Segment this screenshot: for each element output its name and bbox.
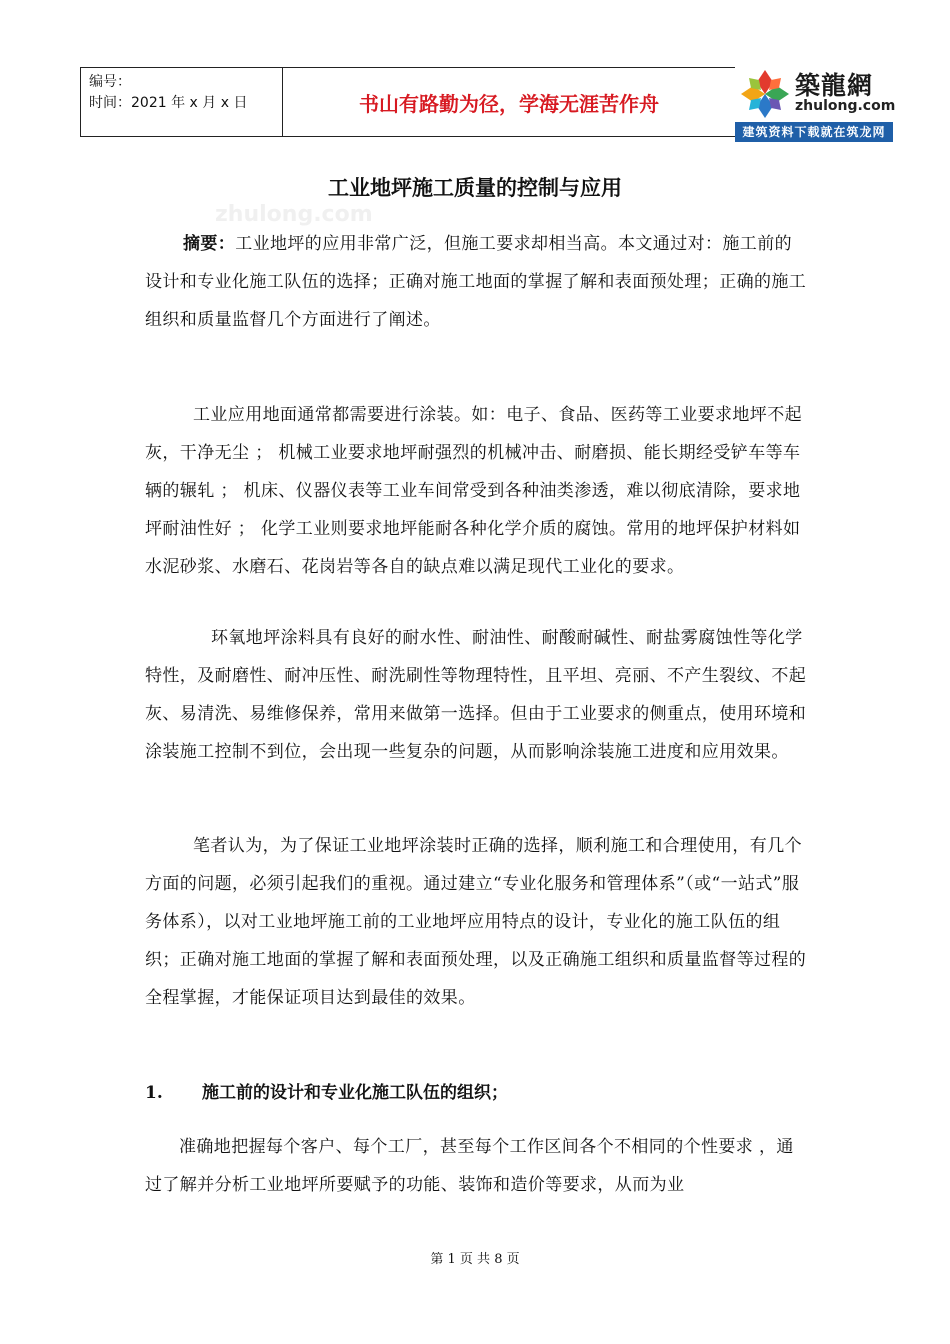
abstract [145,225,807,339]
logo-domain: zhulong.com [795,98,896,114]
section-number: 1. [145,1083,163,1103]
abstract-label: 摘要： [183,234,236,254]
header-motto: 书山有路勤为径，学海无涯苦作舟 [282,68,736,136]
logo-chinese: 築龍網 [795,71,874,100]
number-label: 编号： [89,74,131,90]
watermark: zhulong.com [215,202,373,227]
section-title: 施工前的设计和专业化施工队伍的组织； [202,1083,508,1103]
time-label: 时间：2021 年 x 月 x 日 [89,95,248,111]
zhulong-logo [735,64,896,143]
section-paragraph: 准确地把握每个客户、每个工厂，甚至每个工作区间各个不相同的个性要求 ，通过了解并分析工业地坪所要赋予的功能、装饰和造价等要求，从而为业 [145,1137,794,1195]
header-meta [80,68,282,136]
abstract-text: 工业地坪的应用非常广泛，但施工要求却相当高。本文通过对：施工前的设计和专业化施工队伍的选择；正确对施工地面的掌握了解和表面预处理；正确的施工组织和质量监督几个方面进行了阐述。 [145,234,807,330]
document-title: 工业地坪施工质量的控制与应用 [328,175,622,200]
page-footer: 第 1 页 共 8 页 [430,1252,520,1267]
logo-mark-icon [739,68,791,120]
section-heading [145,1078,508,1103]
paragraph-2: 环氧地坪涂料具有良好的耐水性、耐油性、耐酸耐碱性、耐盐雾腐蚀性等化学特性，及耐磨性、耐冲压性、耐洗刷性等物理特性，且平坦、亮丽、不产生裂纹、不起灰、易清洗、易维修保养，常用来做第一选择。但由于工业要求的侧重点，使用环境和涂装施工控制不到位，会出现一些复杂的问题，从而影响涂装施工进度和应用效果。 [145,628,807,762]
logo-slogan: 建筑资料下载就在筑龙网 [735,122,893,142]
paragraph-3: 笔者认为，为了保证工业地坪涂装时正确的选择，顺利施工和合理使用，有几个方面的问题，必须引起我们的重视。通过建立“专业化服务和管理体系”（或“一站式”服务体系），以对工业地坪施工前的工业地坪应用特点的设计，专业化的施工队伍的组织；正确对施工地面的掌握了解和表面预处理，以及正确施工组织和质量监督等过程的全程掌握，才能保证项目达到最佳的效果。 [145,836,807,1008]
paragraph-1: 工业应用地面通常都需要进行涂装。如：电子、食品、医药等工业要求地坪不起灰，干净无尘 ； 机械工业要求地坪耐强烈的机械冲击、耐磨损、能长期经受铲车等车辆的辗轧 ； 机床、仪器仪表等工业车间常受到各种油类渗透，难以彻底清除，要求地坪耐油性好 ； 化学工业则要求地坪能耐各种化学介质的腐蚀。常用的地坪保护材料如水泥砂浆、水磨石、花岗岩等各自的缺点难以满足现代工业化的要求。 [145,405,802,577]
